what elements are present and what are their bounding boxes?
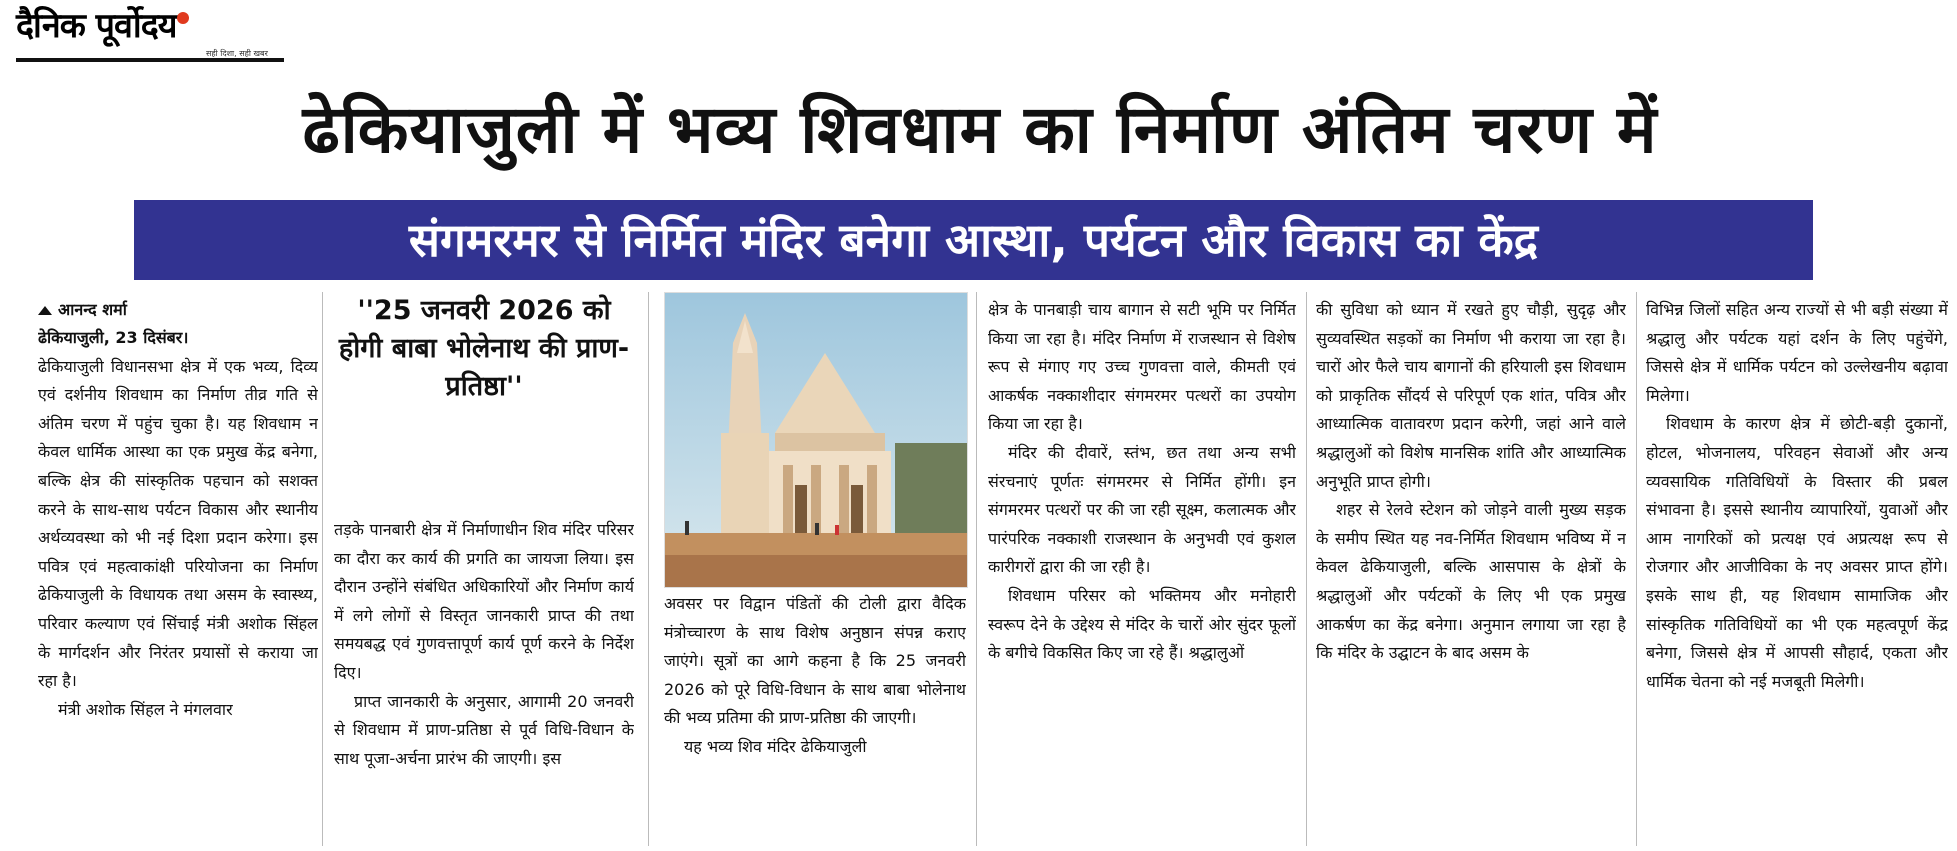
paragraph: प्राप्त जानकारी के अनुसार, आगामी 20 जनवरी से शिवधाम में प्राण-प्रतिष्ठा से पूर्व विधि-विधान के साथ पूजा-अर्चना प्रारंभ की जाएगी। इस bbox=[334, 691, 634, 768]
article-column-3 bbox=[664, 590, 966, 846]
dateline: ढेकियाजुली, 23 दिसंबर। bbox=[38, 328, 189, 347]
paragraph: मंत्री अशोक सिंहल ने मंगलवार bbox=[58, 699, 233, 719]
newspaper-name: दैनिक पूर्वोदय bbox=[16, 6, 177, 46]
logo-dot-icon bbox=[177, 12, 189, 24]
column-divider bbox=[976, 292, 977, 846]
byline-author: आनन्द शर्मा bbox=[58, 300, 127, 319]
masthead-rule bbox=[16, 58, 284, 62]
paragraph: ढेकियाजुली विधानसभा क्षेत्र में एक भव्य, दिव्य एवं दर्शनीय शिवधाम का निर्माण तीव्र गति से अंतिम चरण में पहुंच चुका है। यह शिवधाम न केवल धार्मिक आस्था का एक प्रमुख केंद्र बनेगा, बल्कि क्षेत्र की सांस्कृतिक पहचान को सशक्त करने के साथ-साथ पर्यटन विकास और स्थानीय अर्थव्यवस्था को भी नई दिशा प्रदान करेगा। इस पवित्र एवं महत्वाकांक्षी परियोजना का निर्माण ढेकियाजुली के विधायक तथा असम के स्वास्थ्य, परिवार कल्याण एवं सिंचाई मंत्री अशोक सिंहल के मार्गदर्शन और निरंतर प्रयासों से कराया जा रहा है। bbox=[38, 356, 318, 691]
temple-image bbox=[665, 293, 967, 587]
masthead bbox=[16, 6, 286, 66]
paragraph: की सुविधा को ध्यान में रखते हुए चौड़ी, सुदृढ़ और सुव्यवस्थित सड़कों का निर्माण भी कराया जा रहा है। चारों ओर फैले चाय बागानों की हरियाली इस शिवधाम को प्राकृतिक सौंदर्य से परिपूर्ण एक शांत, पवित्र और आध्यात्मिक वातावरण प्रदान करेगी, जहां आने वाले श्रद्धालुओं को विशेष मानसिक शांति और आध्यात्मिक अनुभूति प्राप्त होगी। bbox=[1316, 300, 1626, 491]
headline: ढेकियाजुली में भव्य शिवधाम का निर्माण अंतिम चरण में bbox=[302, 91, 1658, 168]
paragraph: तड़के पानबारी क्षेत्र में निर्माणाधीन शिव मंदिर परिसर का दौरा कर कार्य की प्रगति का जायजा लिया। इस दौरान उन्होंने संबंधित अधिकारियों और निर्माण कार्य में लगे लोगों से विस्तृत जानकारी प्राप्त की तथा समयबद्ध एवं गुणवत्तापूर्ण कार्य पूर्ण करने के निर्देश दिए। bbox=[334, 520, 634, 682]
column-divider bbox=[1306, 292, 1307, 846]
paragraph: शिवधाम परिसर को भक्तिमय और मनोहारी स्वरूप देने के उद्देश्य से मंदिर के चारों ओर सुंदर फूलों के बगीचे विकसित किए जा रहे हैं। श्रद्धालुओं bbox=[988, 585, 1296, 663]
article-column-6 bbox=[1646, 296, 1948, 846]
pull-quote: ''25 जनवरी 2026 को होगी बाबा भोलेनाथ की प्राण-प्रतिष्ठा'' bbox=[338, 295, 630, 402]
column-divider bbox=[322, 292, 323, 846]
article-column-1 bbox=[38, 296, 318, 846]
newspaper-logo bbox=[16, 6, 286, 46]
column-divider bbox=[648, 292, 649, 846]
temple-photo bbox=[664, 292, 968, 588]
paragraph: मंदिर की दीवारें, स्तंभ, छत तथा अन्य सभी संरचनाएं पूर्णतः संगमरमर से निर्मित होंगी। इन संगमरमर पत्थरों पर की जा रही सूक्ष्म, कलात्मक और पारंपरिक नक्काशी राजस्थान के अनुभवी एवं कुशल कारीगरों द्वारा की जा रही है। bbox=[988, 442, 1296, 577]
paragraph: यह भव्य शिव मंदिर ढेकियाजुली bbox=[684, 736, 867, 756]
subheadline-banner: संगमरमर से निर्मित मंदिर बनेगा आस्था, पर्यटन और विकास का केंद्र bbox=[134, 200, 1813, 280]
byline bbox=[38, 296, 318, 324]
paragraph: शहर से रेलवे स्टेशन को जोड़ने वाली मुख्य सड़क के समीप स्थित यह नव-निर्मित शिवधाम भविष्य में न केवल ढेकियाजुली, बल्कि आसपास के क्षेत्रों के श्रद्धालुओं और पर्यटकों के लिए भी एक प्रमुख आकर्षण का केंद्र बनेगा। अनुमान लगाया जा रहा है कि मंदिर के उद्घाटन के बाद असम के bbox=[1316, 500, 1626, 663]
paragraph: शिवधाम के कारण क्षेत्र में छोटी-बड़ी दुकानों, होटल, भोजनालय, परिवहन सेवाओं और अन्य व्यवसायिक गतिविधियों के विस्तार की प्रबल संभावना है। इससे स्थानीय व्यापारियों, युवाओं और आम नागरिकों को प्रत्यक्ष एवं अप्रत्यक्ष रूप से रोजगार और आजीविका के नए अवसर प्राप्त होंगे। इसके साथ ही, यह शिवधाम सामाजिक और सांस्कृतिक गतिविधियों का भी एक महत्वपूर्ण केंद्र बनेगा, जिससे क्षेत्र में आपसी सौहार्द, एकता और धार्मिक चेतना को नई मजबूती मिलेगी। bbox=[1646, 414, 1948, 691]
newspaper-tagline: सही दिशा, सही खबर bbox=[206, 49, 268, 58]
column-divider bbox=[1636, 292, 1637, 846]
paragraph: क्षेत्र के पानबाड़ी चाय बागान से सटी भूमि पर निर्मित किया जा रहा है। मंदिर निर्माण में राजस्थान से विशेष रूप से मंगाए गए उच्च गुणवत्ता वाले, कीमती एवं आकर्षक नक्काशीदार संगमरमर पत्थरों का उपयोग किया जा रहा है। bbox=[988, 300, 1296, 434]
article-column-5 bbox=[1316, 296, 1626, 846]
article-column-2 bbox=[334, 516, 634, 846]
paragraph: विभिन्न जिलों सहित अन्य राज्यों से भी बड़ी संख्या में श्रद्धालु और पर्यटक यहां दर्शन के लिए पहुंचेंगे, जिससे क्षेत्र में धार्मिक पर्यटन को उल्लेखनीय बढ़ावा मिलेगा। bbox=[1646, 300, 1948, 405]
triangle-icon bbox=[38, 306, 52, 315]
paragraph: अवसर पर विद्वान पंडितों की टोली द्वारा वैदिक मंत्रोच्चारण के साथ विशेष अनुष्ठान संपन्न कराए जाएंगे। सूत्रों का आगे कहना है कि 25 जनवरी 2026 को पूरे विधि-विधान के साथ बाबा भोलेनाथ की भव्य प्रतिमा की प्राण-प्रतिष्ठा की जाएगी। bbox=[664, 594, 966, 728]
article-column-4 bbox=[988, 296, 1296, 846]
